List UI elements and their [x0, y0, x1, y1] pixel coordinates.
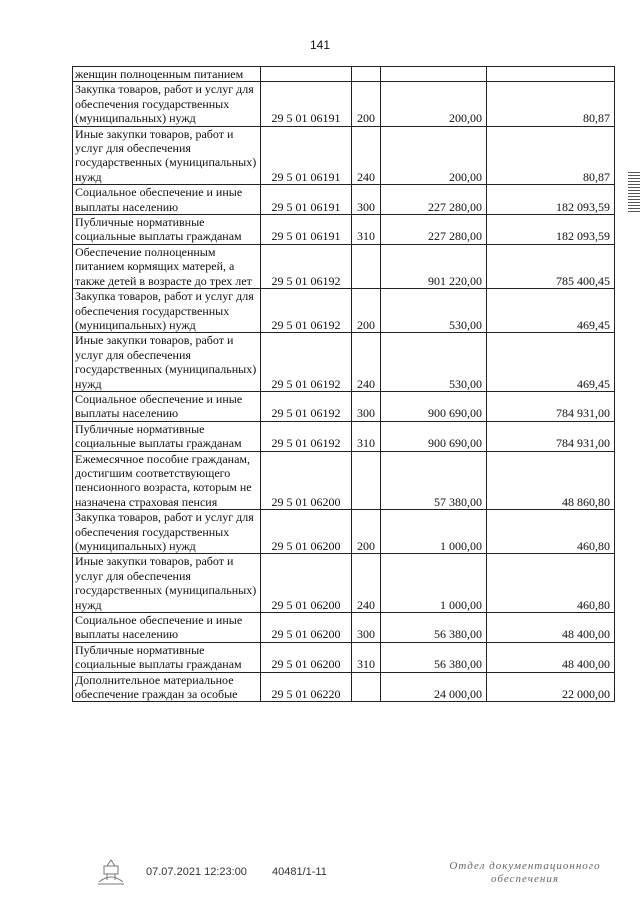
table-row: [73, 126, 615, 185]
row-expense-type: 240: [352, 554, 381, 613]
row-description: Иные закупки товаров, работ и услуг для обеспечения государственных (муниципальных) нужд: [73, 126, 261, 185]
row-code: [261, 67, 352, 82]
row-actual-amount: 48 400,00: [487, 613, 615, 643]
table-row: [73, 613, 615, 643]
row-actual-amount: [487, 67, 615, 82]
row-actual-amount: 48 860,80: [487, 451, 615, 510]
row-expense-type: 240: [352, 126, 381, 185]
row-expense-type: [352, 672, 381, 702]
row-description: Закупка товаров, работ и услуг для обеспечения государственных (муниципальных) нужд: [73, 82, 261, 126]
row-code: 29 5 01 06191: [261, 126, 352, 185]
row-actual-amount: 469,45: [487, 333, 615, 392]
row-code: 29 5 01 06200: [261, 554, 352, 613]
row-description: Публичные нормативные социальные выплаты гражданам: [73, 215, 261, 245]
table-row: [73, 185, 615, 215]
row-actual-amount: 48 400,00: [487, 642, 615, 672]
row-code: 29 5 01 06200: [261, 510, 352, 554]
row-plan-amount: 900 690,00: [381, 391, 487, 421]
table-row: [73, 289, 615, 333]
row-expense-type: [352, 451, 381, 510]
row-description: женщин полноценным питанием: [73, 67, 261, 82]
row-description: Социальное обеспечение и иные выплаты населению: [73, 185, 261, 215]
page-number: 141: [309, 38, 331, 52]
row-actual-amount: 182 093,59: [487, 185, 615, 215]
row-code: 29 5 01 06192: [261, 244, 352, 288]
row-plan-amount: 56 380,00: [381, 642, 487, 672]
row-actual-amount: 469,45: [487, 289, 615, 333]
footer-doc-number: 40481/1-11: [272, 866, 327, 878]
row-description: Ежемесячное пособие гражданам, достигшим соответствующего пенсионного возраста, которым не назначена страховая пенсия: [73, 451, 261, 510]
row-actual-amount: 182 093,59: [487, 215, 615, 245]
row-code: 29 5 01 06191: [261, 185, 352, 215]
row-expense-type: [352, 244, 381, 288]
table-row: [73, 554, 615, 613]
row-actual-amount: 80,87: [487, 126, 615, 185]
row-description: Публичные нормативные социальные выплаты гражданам: [73, 642, 261, 672]
row-plan-amount: 24 000,00: [381, 672, 487, 702]
row-expense-type: 200: [352, 510, 381, 554]
table-row: [73, 672, 615, 702]
row-plan-amount: 900 690,00: [381, 421, 487, 451]
row-plan-amount: 901 220,00: [381, 244, 487, 288]
row-actual-amount: 784 931,00: [487, 421, 615, 451]
row-actual-amount: 460,80: [487, 510, 615, 554]
emblem-icon: [95, 858, 127, 886]
row-description: Закупка товаров, работ и услуг для обеспечения государственных (муниципальных) нужд: [73, 510, 261, 554]
row-plan-amount: 227 280,00: [381, 215, 487, 245]
row-plan-amount: 56 380,00: [381, 613, 487, 643]
row-code: 29 5 01 06200: [261, 613, 352, 643]
row-plan-amount: 200,00: [381, 126, 487, 185]
row-plan-amount: [381, 67, 487, 82]
footer-department-stamp: Отдел документационного обеспечения: [449, 860, 601, 885]
row-plan-amount: 1 000,00: [381, 554, 487, 613]
footer-date: 07.07.2021 12:23:00: [146, 866, 247, 878]
row-expense-type: 240: [352, 333, 381, 392]
row-plan-amount: 57 380,00: [381, 451, 487, 510]
row-actual-amount: 784 931,00: [487, 391, 615, 421]
row-plan-amount: 530,00: [381, 333, 487, 392]
table-row: [73, 67, 615, 82]
row-description: Социальное обеспечение и иные выплаты населению: [73, 613, 261, 643]
row-plan-amount: 200,00: [381, 82, 487, 126]
row-expense-type: 300: [352, 613, 381, 643]
row-expense-type: 310: [352, 215, 381, 245]
row-actual-amount: 785 400,45: [487, 244, 615, 288]
row-expense-type: [352, 67, 381, 82]
row-code: 29 5 01 06220: [261, 672, 352, 702]
row-code: 29 5 01 06192: [261, 289, 352, 333]
row-description: Иные закупки товаров, работ и услуг для обеспечения государственных (муниципальных) нужд: [73, 554, 261, 613]
row-actual-amount: 460,80: [487, 554, 615, 613]
row-actual-amount: 80,87: [487, 82, 615, 126]
table-row: [73, 510, 615, 554]
row-description: Социальное обеспечение и иные выплаты населению: [73, 391, 261, 421]
row-plan-amount: 227 280,00: [381, 185, 487, 215]
row-expense-type: 300: [352, 391, 381, 421]
row-expense-type: 200: [352, 82, 381, 126]
table-row: [73, 391, 615, 421]
table-row: [73, 244, 615, 288]
row-code: 29 5 01 06192: [261, 391, 352, 421]
row-description: Иные закупки товаров, работ и услуг для обеспечения государственных (муниципальных) нужд: [73, 333, 261, 392]
row-plan-amount: 1 000,00: [381, 510, 487, 554]
table-row: [73, 333, 615, 392]
row-expense-type: 200: [352, 289, 381, 333]
row-expense-type: 310: [352, 642, 381, 672]
row-code: 29 5 01 06191: [261, 82, 352, 126]
row-code: 29 5 01 06200: [261, 451, 352, 510]
row-description: Публичные нормативные социальные выплаты гражданам: [73, 421, 261, 451]
row-description: Дополнительное материальное обеспечение граждан за особые: [73, 672, 261, 702]
table-row: [73, 451, 615, 510]
footer: [0, 858, 640, 898]
row-description: Обеспечение полноценным питанием кормящих матерей, а также детей в возрасте до трех лет: [73, 244, 261, 288]
row-code: 29 5 01 06192: [261, 333, 352, 392]
row-description: Закупка товаров, работ и услуг для обеспечения государственных (муниципальных) нужд: [73, 289, 261, 333]
table-row: [73, 642, 615, 672]
table-row: [73, 215, 615, 245]
row-actual-amount: 22 000,00: [487, 672, 615, 702]
row-expense-type: 310: [352, 421, 381, 451]
row-code: 29 5 01 06192: [261, 421, 352, 451]
margin-barcode-mark: [628, 172, 640, 212]
row-code: 29 5 01 06191: [261, 215, 352, 245]
row-code: 29 5 01 06200: [261, 642, 352, 672]
budget-table: [72, 66, 615, 702]
table-row: [73, 421, 615, 451]
table-row: [73, 82, 615, 126]
row-expense-type: 300: [352, 185, 381, 215]
row-plan-amount: 530,00: [381, 289, 487, 333]
